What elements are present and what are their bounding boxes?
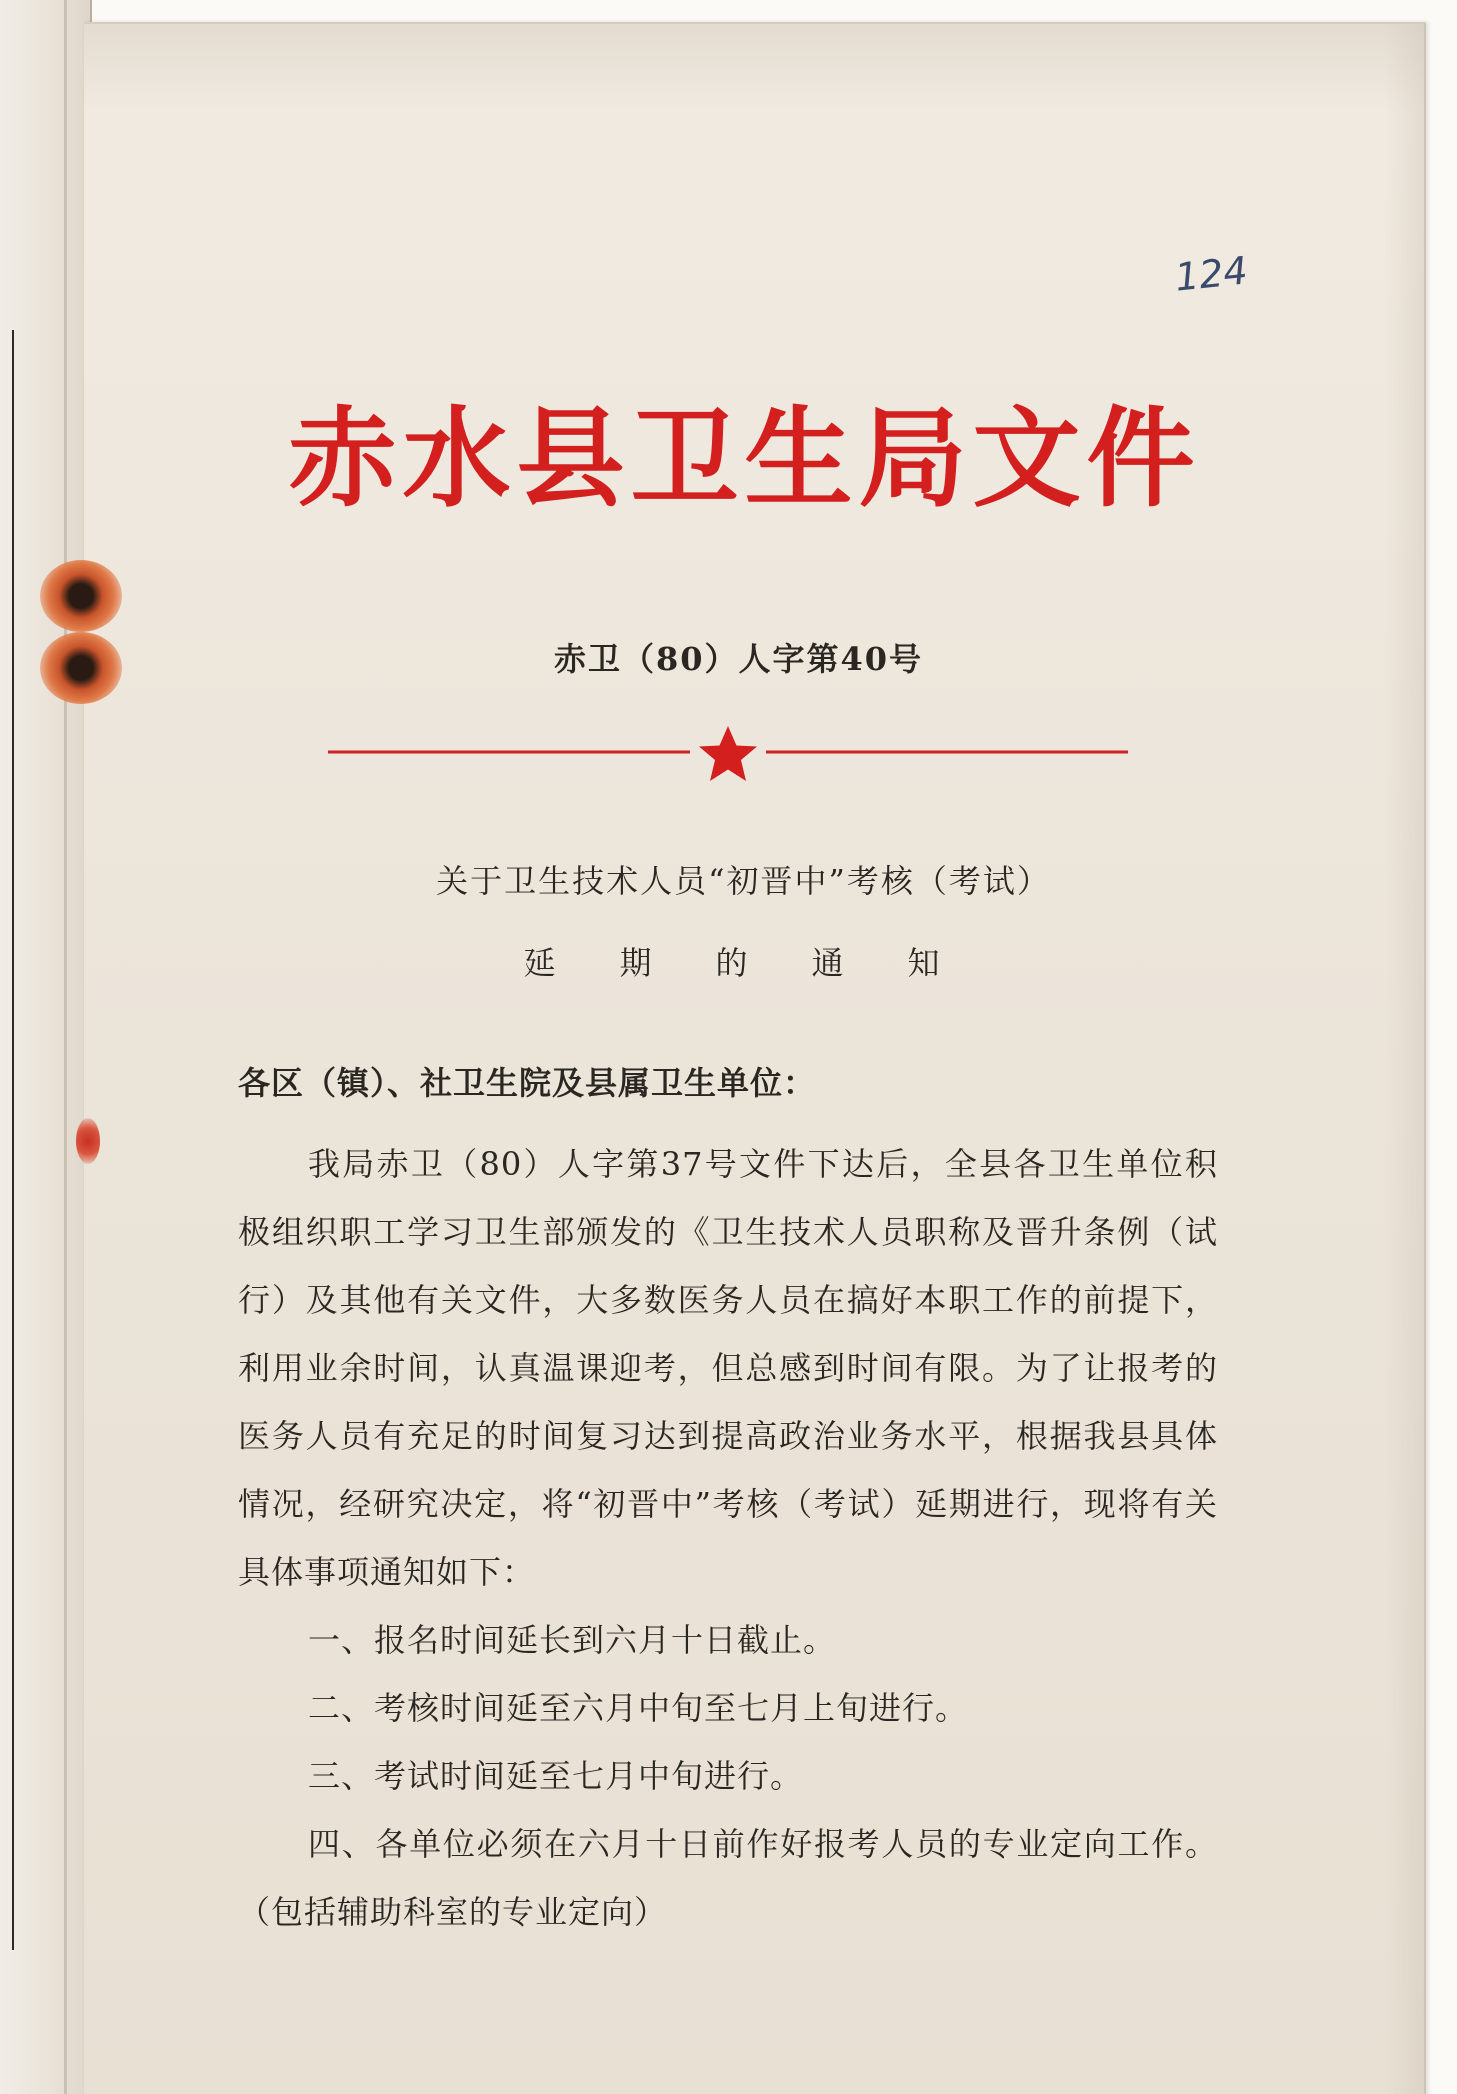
binding-rule xyxy=(12,330,14,1950)
body-paragraph: 我局赤卫（80）人字第37号文件下达后，全县各卫生单位积极组织职工学习卫生部颁发的《卫生技术人员职称及晋升条例（试行）及其他有关文件，大多数医务人员在搞好本职工作的前提下，利用业余时间，认真温课迎考，但总感到时间有限。为了让报考的医务人员有充足的时间复习达到提高政治业务水平，根据我县具体情况，经研究决定，将“初晋中”考核（考试）延期进行，现将有关具体事项通知如下： xyxy=(238,1145,1218,1591)
subject-title-line-1: 关于卫生技术人员“初晋中”考核（考试） xyxy=(436,862,1051,900)
document-number: 赤卫（80）人字第40号 xyxy=(553,640,924,678)
binding-strip xyxy=(0,0,92,2094)
red-divider-with-star xyxy=(328,726,1128,786)
notice-item-1: 一、报名时间延长到六月十日截止。 xyxy=(308,1621,837,1659)
star-icon xyxy=(699,726,757,781)
handwritten-page-number: 124 xyxy=(1172,248,1250,300)
document-masthead: 赤水县卫生局文件 xyxy=(288,397,1201,522)
notice-item-4: 四、各单位必须在六月十日前作好报考人员的专业定向工作。（包括辅助科室的专业定向） xyxy=(238,1825,1218,1931)
document-body xyxy=(238,1130,1218,1946)
notice-item-2: 二、考核时间延至六月中旬至七月上旬进行。 xyxy=(308,1689,969,1727)
salutation: 各区（镇）、社卫生院及县属卫生单位： xyxy=(238,1064,817,1102)
binding-fold xyxy=(64,0,67,2094)
rust-stain xyxy=(76,1118,100,1164)
subject-title-line-2: 延期的通知 xyxy=(523,944,1004,982)
binding-hole-upper xyxy=(40,560,122,632)
notice-item-3: 三、考试时间延至七月中旬进行。 xyxy=(308,1757,804,1795)
